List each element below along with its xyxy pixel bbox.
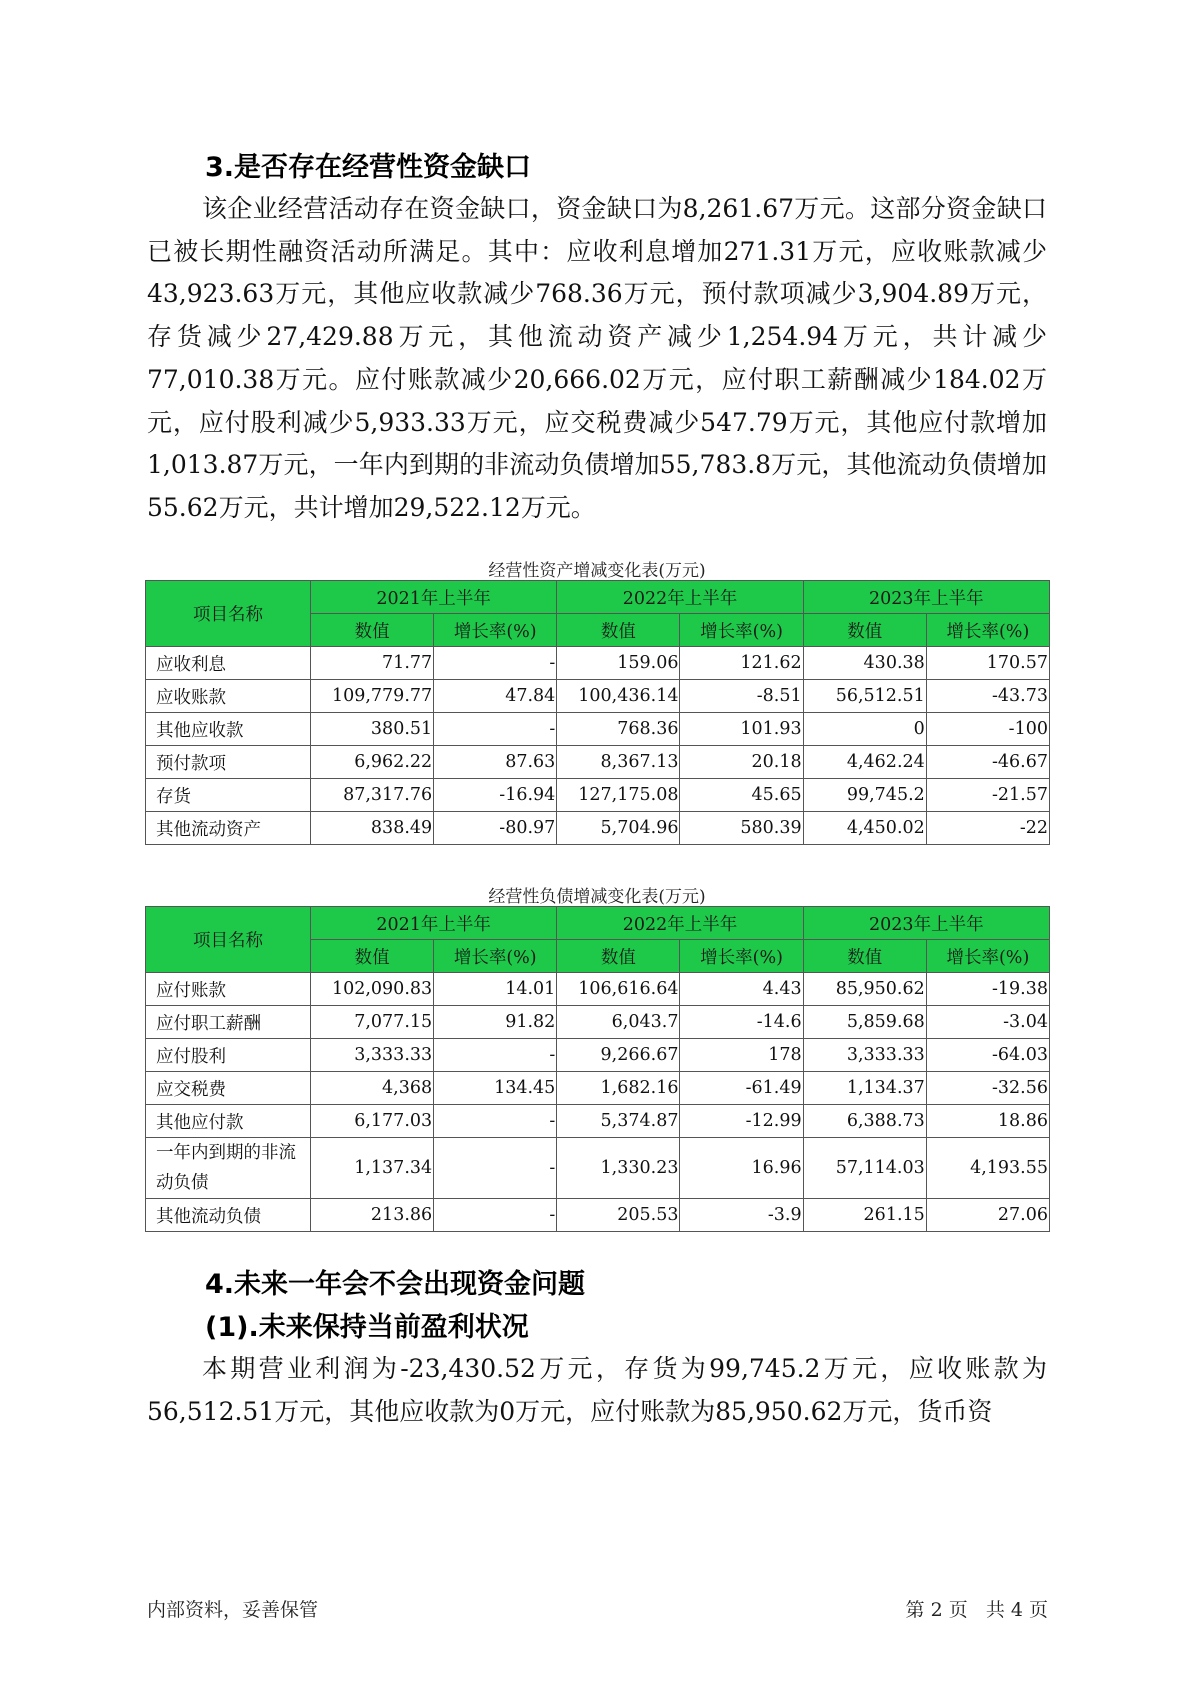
growth-rate-header: 增长率(%) [680,614,803,647]
growth-rate-header: 增长率(%) [680,940,803,973]
growth-rate-cell: - [434,713,557,746]
value-cell: 380.51 [311,713,434,746]
growth-rate-cell: 47.84 [434,680,557,713]
value-cell: 9,266.67 [557,1039,680,1072]
value-cell: 4,450.02 [803,812,926,845]
value-cell: 5,374.87 [557,1105,680,1138]
row-label: 应收账款 [146,680,311,713]
growth-rate-cell: - [434,1199,557,1232]
value-cell: 6,043.7 [557,1006,680,1039]
table-row [146,973,1050,1006]
value-header: 数值 [803,940,926,973]
table-row [146,1039,1050,1072]
growth-rate-cell: -3.9 [680,1199,803,1232]
value-cell: 85,950.62 [803,973,926,1006]
assets-table [145,580,1050,845]
growth-rate-cell: -61.49 [680,1072,803,1105]
growth-rate-cell: -19.38 [926,973,1049,1006]
growth-rate-cell: - [434,1105,557,1138]
period-header: 2022年上半年 [557,581,803,614]
growth-rate-cell: 101.93 [680,713,803,746]
table-row [146,812,1050,845]
period-header: 2023年上半年 [803,907,1049,940]
growth-rate-cell: -8.51 [680,680,803,713]
growth-rate-cell: -3.04 [926,1006,1049,1039]
growth-rate-cell: 27.06 [926,1199,1049,1232]
table-row [146,680,1050,713]
value-cell: 8,367.13 [557,746,680,779]
growth-rate-header: 增长率(%) [434,940,557,973]
growth-rate-cell: - [434,1138,557,1199]
row-label: 应收利息 [146,647,311,680]
value-cell: 430.38 [803,647,926,680]
growth-rate-cell: -43.73 [926,680,1049,713]
value-cell: 99,745.2 [803,779,926,812]
growth-rate-header: 增长率(%) [926,940,1049,973]
growth-rate-cell: 91.82 [434,1006,557,1039]
value-cell: 1,682.16 [557,1072,680,1105]
row-label: 应付股利 [146,1039,311,1072]
growth-rate-cell: 87.63 [434,746,557,779]
value-cell: 4,368 [311,1072,434,1105]
growth-rate-cell: 16.96 [680,1138,803,1199]
table-row [146,1072,1050,1105]
value-cell: 6,962.22 [311,746,434,779]
growth-rate-cell: -64.03 [926,1039,1049,1072]
growth-rate-cell: -22 [926,812,1049,845]
table-row [146,1138,1050,1199]
row-label: 其他应付款 [146,1105,311,1138]
row-label: 应付账款 [146,973,311,1006]
value-cell: 4,462.24 [803,746,926,779]
row-label: 其他流动负债 [146,1199,311,1232]
growth-rate-cell: 14.01 [434,973,557,1006]
growth-rate-cell: -32.56 [926,1072,1049,1105]
growth-rate-cell: 4,193.55 [926,1138,1049,1199]
value-cell: 57,114.03 [803,1138,926,1199]
growth-rate-cell: -12.99 [680,1105,803,1138]
table-row [146,746,1050,779]
value-cell: 100,436.14 [557,680,680,713]
value-cell: 205.53 [557,1199,680,1232]
table-row [146,1105,1050,1138]
row-label: 应付职工薪酬 [146,1006,311,1039]
value-cell: 1,330.23 [557,1138,680,1199]
value-cell: 5,704.96 [557,812,680,845]
value-cell: 768.36 [557,713,680,746]
growth-rate-cell: - [434,1039,557,1072]
table-row [146,779,1050,812]
value-cell: 1,134.37 [803,1072,926,1105]
value-cell: 6,177.03 [311,1105,434,1138]
growth-rate-cell: -100 [926,713,1049,746]
growth-rate-header: 增长率(%) [434,614,557,647]
row-label: 其他应收款 [146,713,311,746]
section-4-heading: 4.未来一年会不会出现资金问题 [205,1269,586,1300]
growth-rate-cell: 45.65 [680,779,803,812]
table-row [146,647,1050,680]
liabilities-table [145,906,1050,1232]
value-cell: 1,137.34 [311,1138,434,1199]
growth-rate-cell: 580.39 [680,812,803,845]
value-header: 数值 [557,940,680,973]
section-4-subheading: (1).未来保持当前盈利状况 [205,1312,529,1343]
item-name-header: 项目名称 [146,581,311,647]
value-cell: 127,175.08 [557,779,680,812]
value-cell: 56,512.51 [803,680,926,713]
growth-rate-cell: 121.62 [680,647,803,680]
assets-table-caption: 经营性资产增减变化表(万元) [488,561,706,581]
value-cell: 87,317.76 [311,779,434,812]
footer-confidential-note: 内部资料，妥善保管 [147,1599,319,1621]
section-3-heading: 3.是否存在经营性资金缺口 [205,152,532,183]
value-header: 数值 [557,614,680,647]
section-4-paragraph: 本期营业利润为-23,430.52万元，存货为99,745.2万元，应收账款为56,512.51万元，其他应收款为0万元，应付账款为85,950.62万元，货币资 [147,1354,1047,1426]
growth-rate-cell: -14.6 [680,1006,803,1039]
growth-rate-cell: -80.97 [434,812,557,845]
value-cell: 102,090.83 [311,973,434,1006]
value-cell: 3,333.33 [311,1039,434,1072]
value-cell: 6,388.73 [803,1105,926,1138]
section-3-paragraph: 该企业经营活动存在资金缺口，资金缺口为8,261.67万元。这部分资金缺口已被长期性融资活动所满足。其中：应收利息增加271.31万元，应收账款减少43,923.63万元，其他应收款减少768.36万元，预付款项减少3,904.89万元，存货减少27,429.88万元，其他流动资产减少1,254.94万元，共计减少77,010.38万元。应付账款减少20,666.02万元，应付职工薪酬减少184.02万元，应付股利减少5,933.33万元，应交税费减少547.79万元，其他应付款增加1,013.87万元，一年内到期的非流动负债增加55,783.8万元，其他流动负债增加55.62万元，共计增加29,522.12万元。 [147,194,1047,522]
value-cell: 109,779.77 [311,680,434,713]
growth-rate-cell: 20.18 [680,746,803,779]
row-label: 预付款项 [146,746,311,779]
row-label: 其他流动资产 [146,812,311,845]
period-header: 2023年上半年 [803,581,1049,614]
row-label: 应交税费 [146,1072,311,1105]
value-cell: 213.86 [311,1199,434,1232]
table-row [146,1006,1050,1039]
period-header: 2021年上半年 [311,581,557,614]
growth-rate-cell: 170.57 [926,647,1049,680]
growth-rate-cell: -21.57 [926,779,1049,812]
value-cell: 0 [803,713,926,746]
growth-rate-cell: - [434,647,557,680]
value-cell: 5,859.68 [803,1006,926,1039]
growth-rate-cell: 178 [680,1039,803,1072]
growth-rate-cell: 18.86 [926,1105,1049,1138]
growth-rate-cell: -46.67 [926,746,1049,779]
row-label: 一年内到期的非流动负债 [146,1138,311,1199]
value-cell: 106,616.64 [557,973,680,1006]
table-row [146,713,1050,746]
footer-page-number: 第 2 页 共 4 页 [905,1599,1048,1621]
growth-rate-header: 增长率(%) [926,614,1049,647]
period-header: 2022年上半年 [557,907,803,940]
growth-rate-cell: -16.94 [434,779,557,812]
value-cell: 3,333.33 [803,1039,926,1072]
period-header: 2021年上半年 [311,907,557,940]
value-cell: 159.06 [557,647,680,680]
value-header: 数值 [311,614,434,647]
growth-rate-cell: 4.43 [680,973,803,1006]
value-header: 数值 [311,940,434,973]
value-cell: 7,077.15 [311,1006,434,1039]
liabilities-table-caption: 经营性负债增减变化表(万元) [488,887,706,907]
value-header: 数值 [803,614,926,647]
value-cell: 71.77 [311,647,434,680]
growth-rate-cell: 134.45 [434,1072,557,1105]
value-cell: 838.49 [311,812,434,845]
item-name-header: 项目名称 [146,907,311,973]
value-cell: 261.15 [803,1199,926,1232]
row-label: 存货 [146,779,311,812]
table-row [146,1199,1050,1232]
